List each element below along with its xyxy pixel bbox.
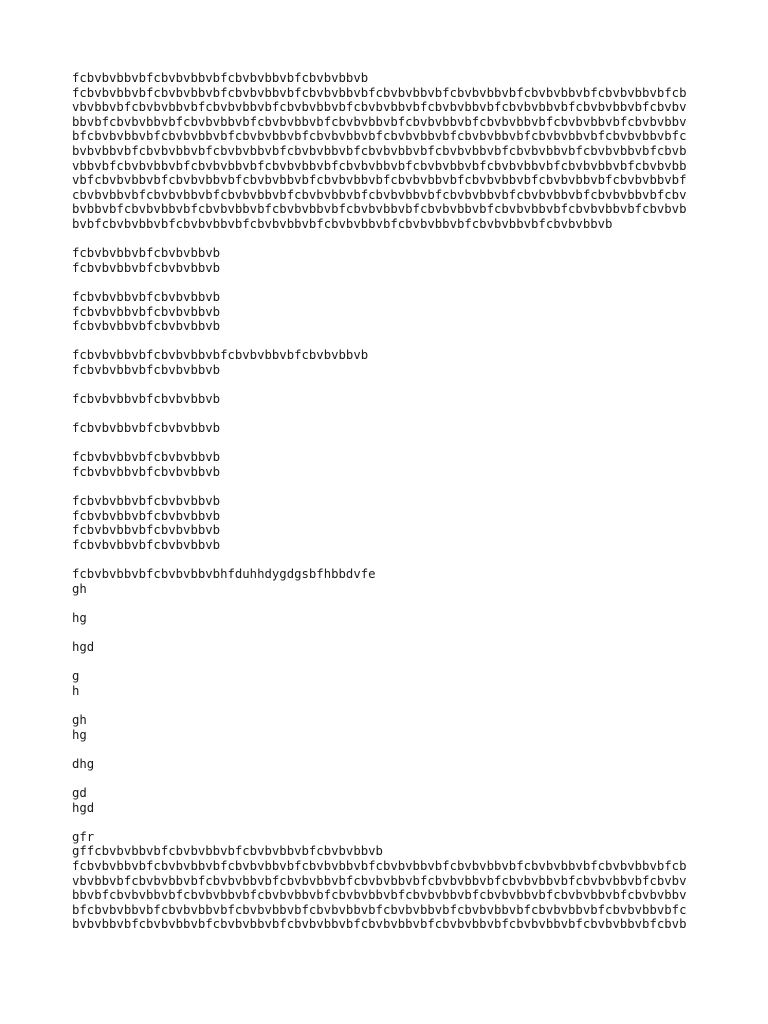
blank-line	[72, 407, 686, 422]
text-line: fcbvbvbbvbfcbvbvbbvb	[72, 246, 221, 261]
text-line: fcbvbvbbvbfcbvbvbbvb	[72, 465, 221, 480]
text-line: bfcbvbvbbvbfcbvbvbbvbfcbvbvbbvbfcbvbvbbvbfcbvbvbbvbfcbvbvbbvbfcbvbvbbvbfcbvbvbbvbfc	[72, 902, 687, 917]
blank-line	[72, 742, 686, 757]
text-line: h	[72, 683, 80, 698]
text-line: fcbvbvbbvbfcbvbvbbvb	[72, 304, 221, 319]
text-line: hg	[72, 727, 87, 742]
text-line: fcbvbvbbvbfcbvbvbbvbfcbvbvbbvbfcbvbvbbvb	[72, 348, 369, 363]
text-line: dhg	[72, 756, 95, 771]
blank-line	[72, 815, 686, 830]
text-line: fcbvbvbbvbfcbvbvbbvbfcbvbvbbvbfcbvbvbbvbfcbvbvbbvbfcbvbvbbvbfcbvbvbbvbfcbvbvbbvbfcb	[72, 85, 687, 100]
blank-line	[72, 553, 686, 568]
text-line: bbvbfcbvbvbbvbfcbvbvbbvbfcbvbvbbvbfcbvbvbbvbfcbvbvbbvbfcbvbvbbvbfcbvbvbbvbfcbvbvbbv	[72, 114, 687, 129]
blank-line	[72, 275, 686, 290]
text-line: gffcbvbvbbvbfcbvbvbbvbfcbvbvbbvbfcbvbvbbvb	[72, 844, 383, 859]
text-line: bfcbvbvbbvbfcbvbvbbvbfcbvbvbbvbfcbvbvbbvbfcbvbvbbvbfcbvbvbbvbfcbvbvbbvbfcbvbvbbvbfc	[72, 129, 687, 144]
text-line: fcbvbvbbvbfcbvbvbbvbfcbvbvbbvbfcbvbvbbvbfcbvbvbbvbfcbvbvbbvbfcbvbvbbvbfcbvbvbbvbfcb	[72, 859, 687, 874]
text-line: gfr	[72, 829, 95, 844]
blank-line	[72, 596, 686, 611]
text-line: fcbvbvbbvbfcbvbvbbvb	[72, 523, 221, 538]
text-line: fcbvbvbbvbfcbvbvbbvb	[72, 289, 221, 304]
text-line: gh	[72, 581, 87, 596]
text-line: fcbvbvbbvbfcbvbvbbvb	[72, 421, 221, 436]
text-line: fcbvbvbbvbfcbvbvbbvbhfduhhdygdgsbfhbbdvfe	[72, 567, 376, 582]
blank-line	[72, 334, 686, 349]
text-line: fcbvbvbbvbfcbvbvbbvb	[72, 319, 221, 334]
blank-line	[72, 480, 686, 495]
document-body	[72, 71, 686, 932]
text-line: fcbvbvbbvbfcbvbvbbvb	[72, 260, 221, 275]
text-line: gh	[72, 713, 87, 728]
text-line: fcbvbvbbvbfcbvbvbbvbfcbvbvbbvbfcbvbvbbvb	[72, 71, 369, 85]
text-line: cbvbvbbvbfcbvbvbbvbfcbvbvbbvbfcbvbvbbvbfcbvbvbbvbfcbvbvbbvbfcbvbvbbvbfcbvbvbbvbfcbv	[72, 187, 687, 202]
text-line: fcbvbvbbvbfcbvbvbbvb	[72, 494, 221, 509]
text-line: bvbfcbvbvbbvbfcbvbvbbvbfcbvbvbbvbfcbvbvbbvbfcbvbvbbvbfcbvbvbbvbfcbvbvbbvb	[72, 216, 613, 231]
text-line: fcbvbvbbvbfcbvbvbbvb	[72, 392, 221, 407]
text-line: bbvbfcbvbvbbvbfcbvbvbbvbfcbvbvbbvbfcbvbvbbvbfcbvbvbbvbfcbvbvbbvbfcbvbvbbvbfcbvbvbbv	[72, 888, 687, 903]
blank-line	[72, 436, 686, 451]
blank-line	[72, 699, 686, 714]
blank-line	[72, 232, 686, 247]
text-line: hg	[72, 610, 87, 625]
text-line: gd	[72, 786, 87, 801]
text-line: g	[72, 669, 80, 684]
text-line: bvbvbbvbfcbvbvbbvbfcbvbvbbvbfcbvbvbbvbfcbvbvbbvbfcbvbvbbvbfcbvbvbbvbfcbvbvbbvbfcbvb	[72, 917, 687, 932]
text-line: fcbvbvbbvbfcbvbvbbvb	[72, 362, 221, 377]
text-line: bvbvbbvbfcbvbvbbvbfcbvbvbbvbfcbvbvbbvbfcbvbvbbvbfcbvbvbbvbfcbvbvbbvbfcbvbvbbvbfcbvb	[72, 143, 687, 158]
text-line: fcbvbvbbvbfcbvbvbbvb	[72, 508, 221, 523]
text-line: vbfcbvbvbbvbfcbvbvbbvbfcbvbvbbvbfcbvbvbbvbfcbvbvbbvbfcbvbvbbvbfcbvbvbbvbfcbvbvbbvbf	[72, 173, 687, 188]
blank-line	[72, 772, 686, 787]
text-line: bvbbvbfcbvbvbbvbfcbvbvbbvbfcbvbvbbvbfcbvbvbbvbfcbvbvbbvbfcbvbvbbvbfcbvbvbbvbfcbvbvb	[72, 202, 687, 217]
text-line: hgd	[72, 800, 95, 815]
blank-line	[72, 626, 686, 641]
text-line: fcbvbvbbvbfcbvbvbbvb	[72, 538, 221, 552]
text-line: vbvbbvbfcbvbvbbvbfcbvbvbbvbfcbvbvbbvbfcbvbvbbvbfcbvbvbbvbfcbvbvbbvbfcbvbvbbvbfcbvbv	[72, 873, 687, 888]
blank-line	[72, 655, 686, 670]
text-line: vbbvbfcbvbvbbvbfcbvbvbbvbfcbvbvbbvbfcbvbvbbvbfcbvbvbbvbfcbvbvbbvbfcbvbvbbvbfcbvbvbb	[72, 158, 687, 173]
text-line: fcbvbvbbvbfcbvbvbbvb	[72, 450, 221, 465]
text-line: vbvbbvbfcbvbvbbvbfcbvbvbbvbfcbvbvbbvbfcbvbvbbvbfcbvbvbbvbfcbvbvbbvbfcbvbvbbvbfcbvbv	[72, 100, 687, 115]
blank-line	[72, 377, 686, 392]
text-line: hgd	[72, 640, 95, 655]
